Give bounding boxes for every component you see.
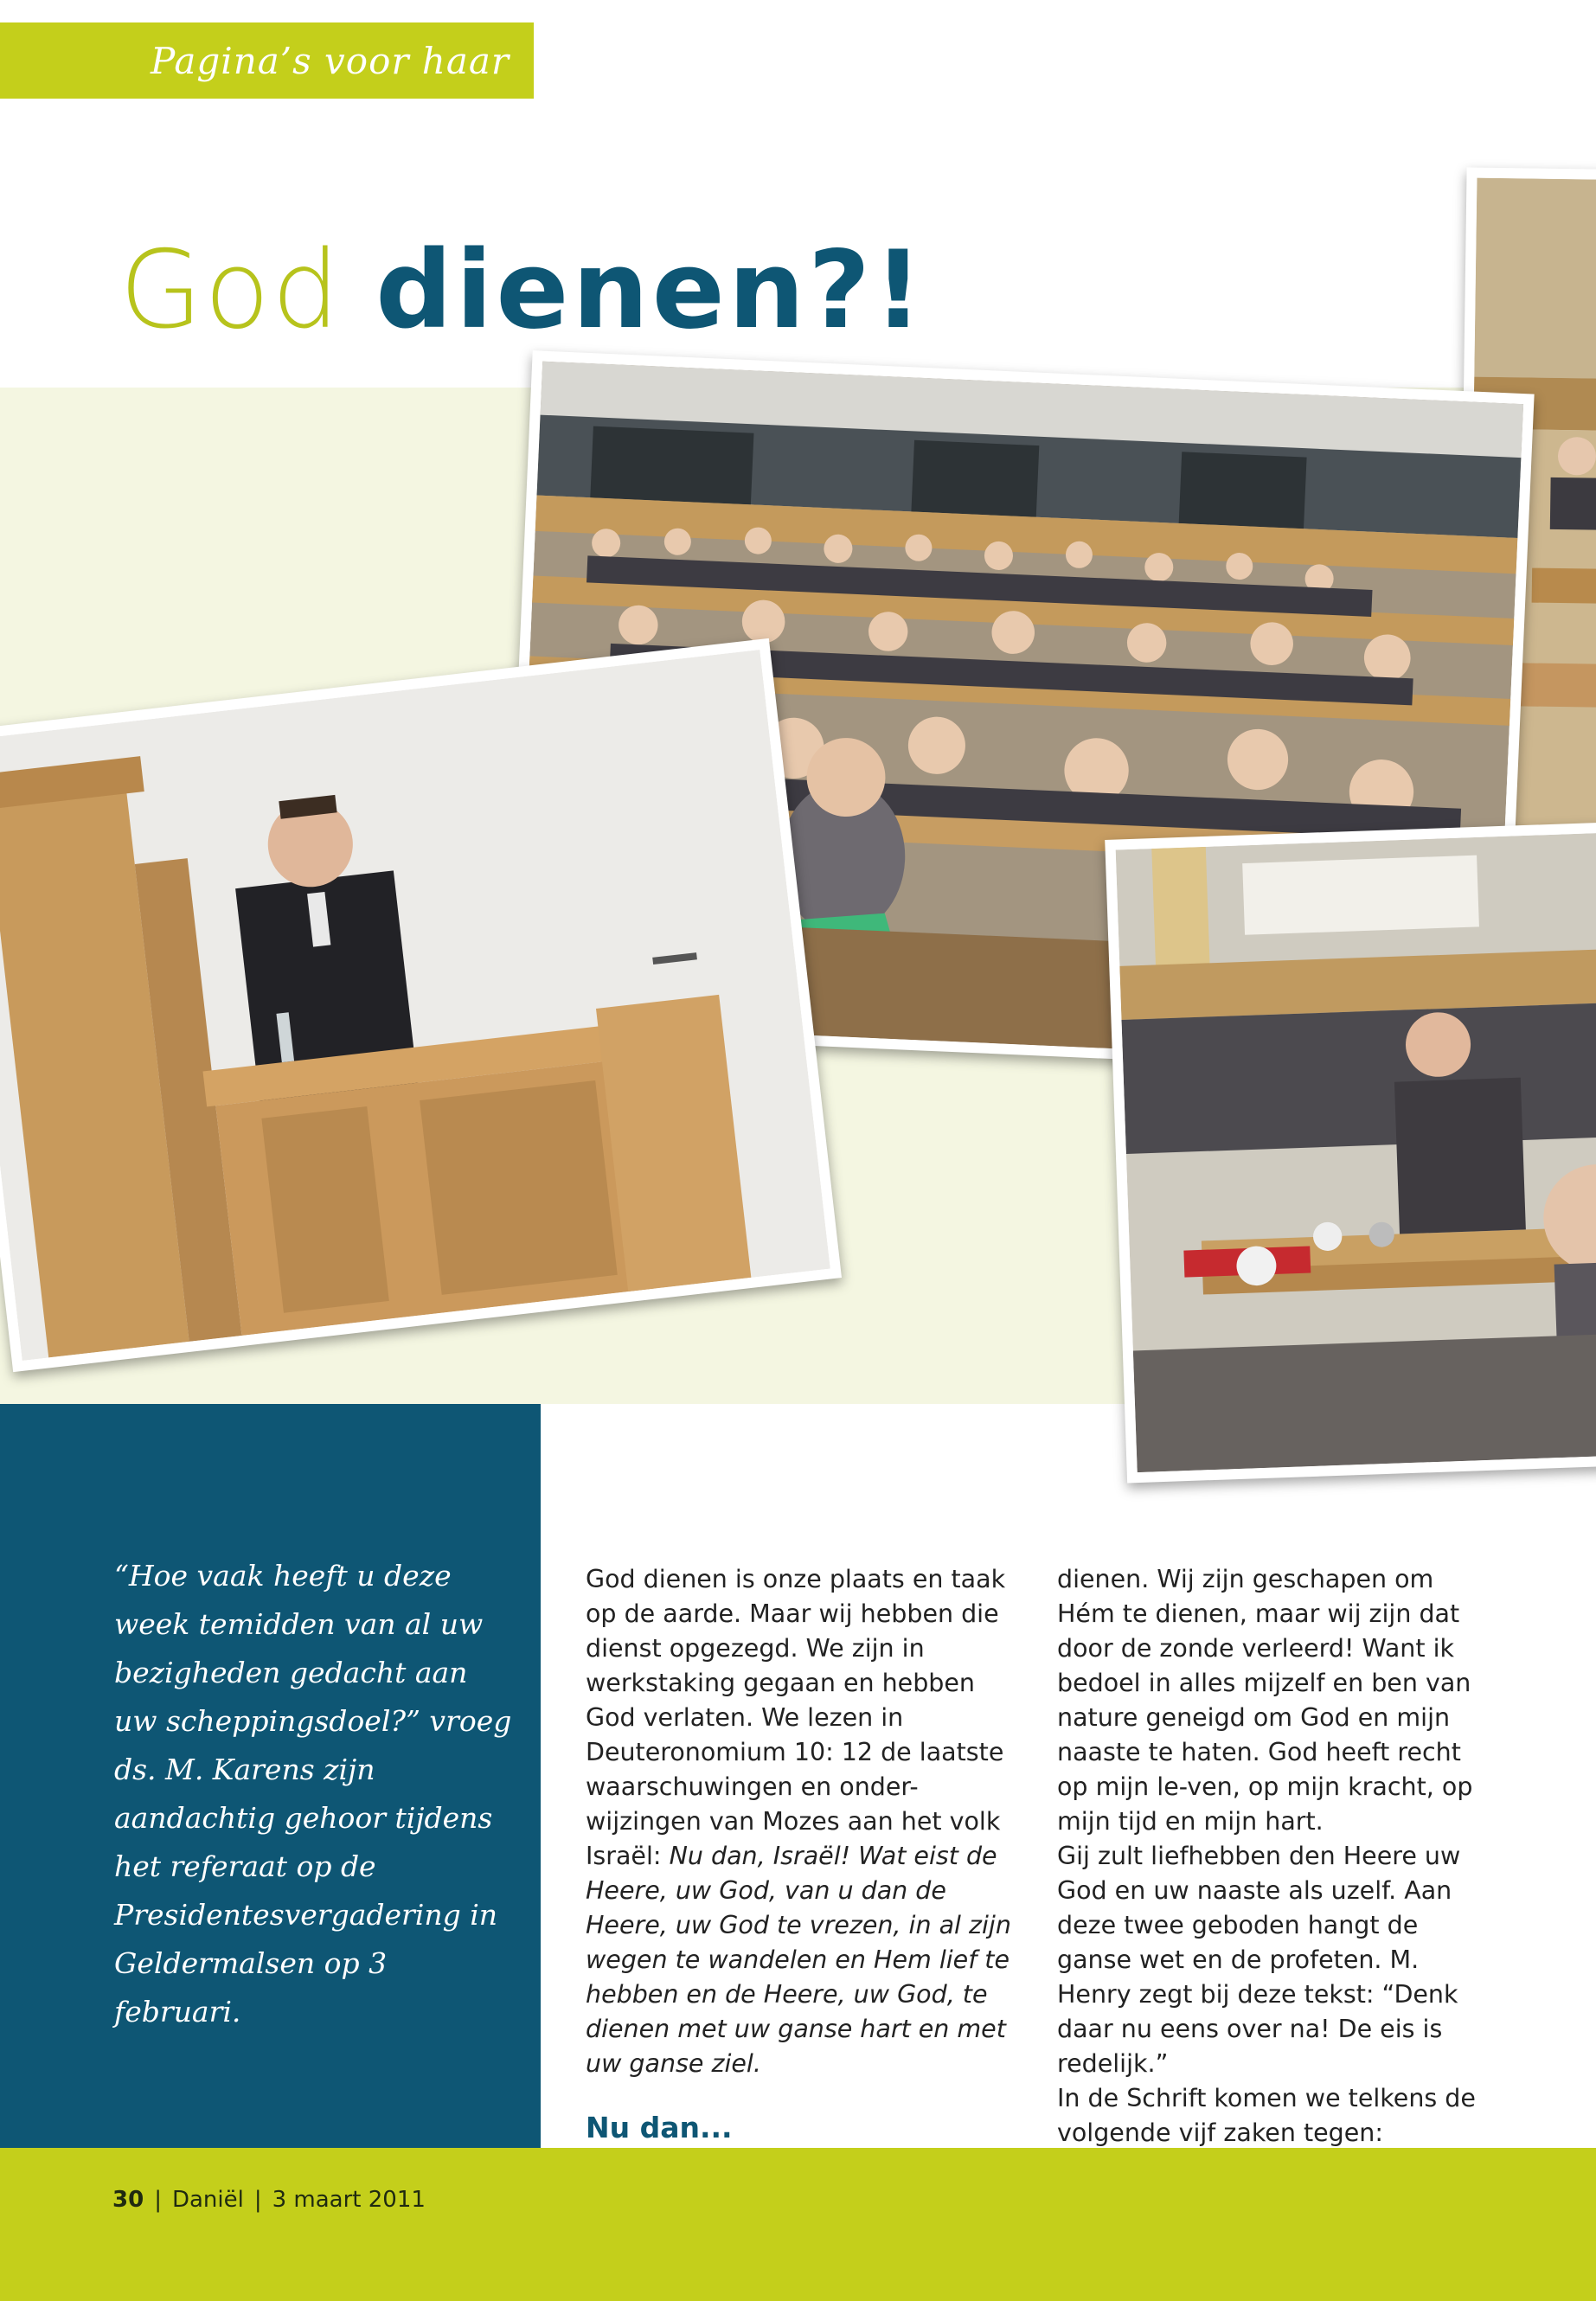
headline-bold: dienen?! — [375, 228, 926, 353]
footer — [112, 2187, 426, 2213]
body-paragraph: In de Schrift komen we telkens de volgende vijf zaken tegen: — [1057, 2084, 1476, 2147]
photo-speaker-at-pulpit — [0, 638, 842, 1372]
bible-quote: Nu dan, Israël! Wat eist de Heere, uw God, van u dan de Heere, uw God te vrezen, in al zijn wegen te wandelen en Hem lief te hebben en de Heere, uw God, te dienen met uw ganse hart en met uw ganse ziel. — [586, 1842, 1011, 2078]
body-column-1 — [586, 1562, 1018, 2180]
subheading: Nu dan... — [586, 2111, 733, 2144]
headline-light: God — [119, 228, 342, 353]
footer-bar — [0, 2148, 1596, 2301]
footer-separator: | — [253, 2187, 262, 2213]
headline — [119, 228, 926, 353]
photo-speaker-image — [0, 650, 830, 1361]
issue-date: 3 maart 2011 — [272, 2187, 426, 2213]
page-number: 30 — [112, 2187, 144, 2213]
magazine-name: Daniël — [171, 2187, 244, 2213]
section-tab — [0, 22, 534, 99]
pull-quote: “Hoe vaak heeft u deze week temidden van al uw bezigheden gedacht aan uw scheppingsdoel?” vroeg ds. M. Karens zijn aandachtig gehoor tijdens het referaat op de Presidentesvergadering in Geldermalsen op 3 februari. — [114, 1559, 512, 2029]
body-paragraph — [586, 1562, 1018, 2081]
footer-separator: | — [154, 2187, 162, 2213]
body-text: God dienen is onze plaats en taak op de aarde. Maar wij hebben die dienst opgezegd. We zijn in werkstaking gegaan en hebben God verlaten. We lezen in Deuteronomium 10: 12 de laatste waarschuwingen en onder-wijzingen van Mozes aan het volk Israël: — [586, 1565, 1006, 1870]
body-column-2 — [1057, 1562, 1490, 2150]
section-label: Pagina’s voor haar — [150, 39, 510, 82]
photo-tea-break — [1105, 822, 1596, 1484]
body-paragraph: Gij zult liefhebben den Heere uw God en uw naaste als uzelf. Aan deze twee geboden hangt de ganse wet en de profeten. M. Henry zegt bij deze tekst: “Denk daar nu eens over na! De eis is redelijk.” — [1057, 1842, 1461, 2078]
body-paragraph: dienen. Wij zijn geschapen om Hém te dienen, maar wij zijn dat door de zonde verleerd! Want ik bedoel in alles mijzelf en ben van nature geneigd om God en mijn naaste te haten. God heeft recht op mijn le-ven, op mijn kracht, op mijn tijd en mijn hart. — [1057, 1565, 1473, 1836]
photo-tea-image — [1116, 832, 1596, 1472]
